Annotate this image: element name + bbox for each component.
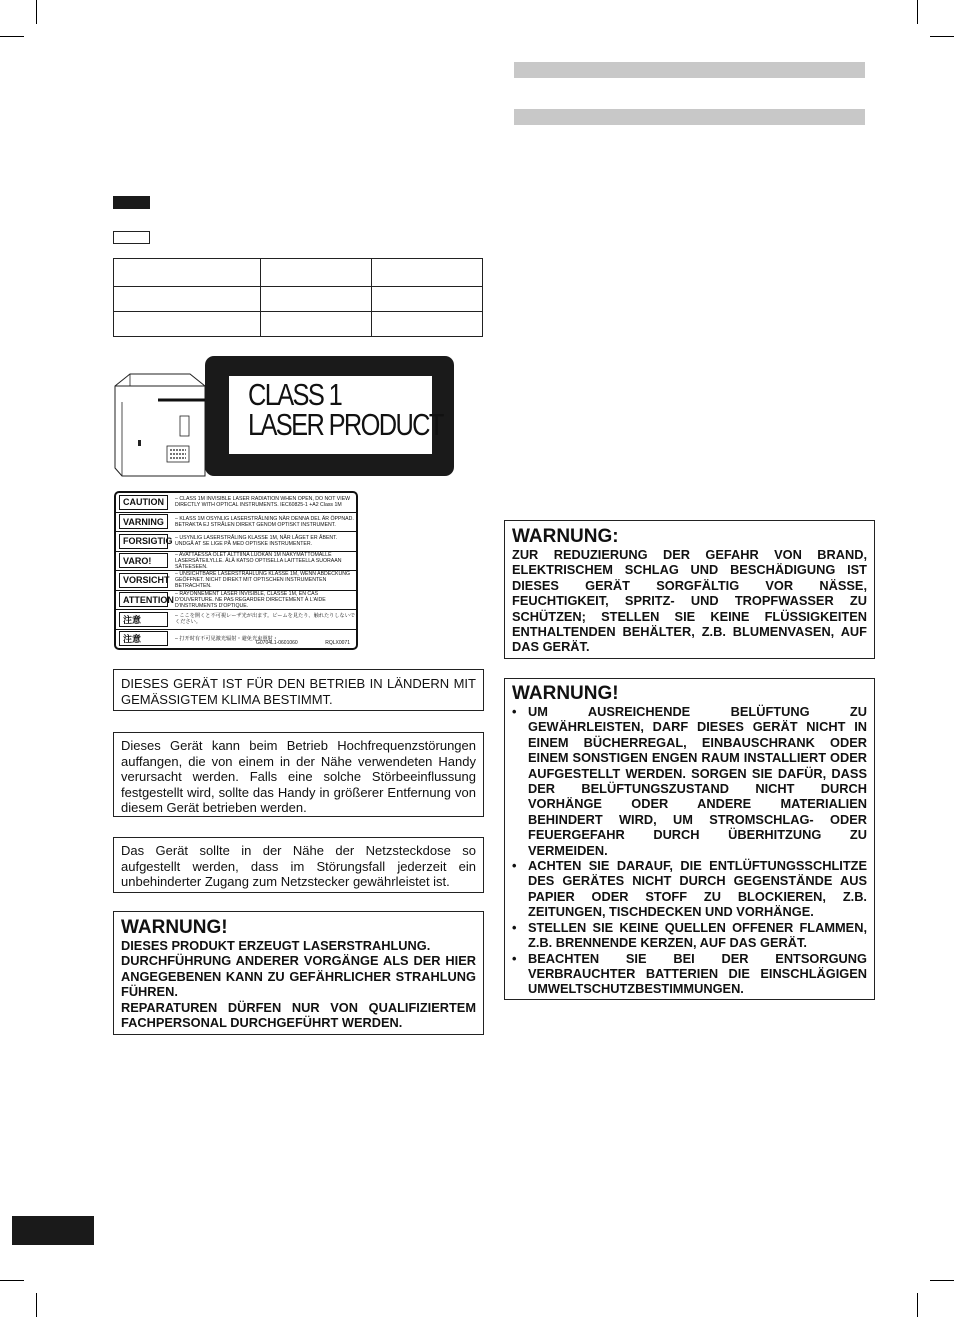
crop-mark	[930, 36, 954, 37]
warning-label-text: – RAYONNEMENT LASER INVISIBLE, CLASSE 1M, EN CAS D'OUVERTURE. NE PAS REGARDER DIRECTEMENT À L'AIDE D'INSTRUMENTS D'OPTIQUE.	[175, 590, 326, 609]
table-cell	[372, 287, 483, 312]
climate-notice	[113, 669, 484, 711]
warning-label-tag: 注意	[119, 631, 168, 646]
page-tab	[12, 1216, 94, 1245]
warning-label-row	[116, 570, 356, 590]
table-cell	[372, 312, 483, 337]
warning-label-text: – 打开时有不可见激光辐射・避免光束照射・	[175, 635, 278, 642]
warning-label-text: – CLASS 1M INVISIBLE LASER RADIATION WHEN OPEN, DO NOT VIEW DIRECTLY WITH OPTICAL INSTRUMENTS. IEC60825-1 +A2 Class 1M	[175, 496, 351, 509]
laser-warning-line: REPARATUREN DÜRFEN NUR VON QUALIFIZIERTEM FACHPERSONAL DURCHGEFÜHRT WERDEN.	[121, 999, 476, 1031]
spec-table	[113, 258, 483, 337]
class1-label-line2: LASER PRODUCT	[248, 407, 443, 442]
warning-label-text: – USYNLIG LASERSTRÅLING KLASSE 1M, NÅR LÅGET ER ÅBENT. UNDGÅ AT SE LIGE PÅ MED OPTISKE INSTRUMENTER.	[175, 535, 338, 548]
mains-notice-text: Das Gerät sollte in der Nähe der Netzsteckdose so aufgestellt werden, dass im Störungsfall jederzeit ein unbehinderter Zugang zum Netzstecker gewährleistet ist.	[121, 843, 476, 889]
warning-label-footer: G0704L1-0601060	[256, 640, 298, 646]
class1-label-inner	[229, 376, 443, 454]
crop-mark	[917, 1293, 918, 1317]
warning-label-text: – AVATTAESSA OLET ALTTIINA LUOKAN 1M NÄKYMÄTTÖMÄLLE LASERSÄTEILYLLE. ÄLÄ KATSO OPTISELLA LAITTEELLA SUORAAN SÄTEESEEN.	[175, 551, 342, 570]
list-item: • STELLEN SIE KEINE QUELLEN OFFENER FLAMMEN, Z.B. BRENNENDE KERZEN, AUF DAS GERÄT.	[512, 920, 867, 951]
warning-label-tag: CAUTION	[119, 495, 168, 510]
interference-notice-text: Dieses Gerät kann beim Betrieb Hochfrequenzstörungen auffangen, die von einem in der Nähe verwendeten Handy verursacht werden. Falls eine solche Störbeeinflussung festgestellt wird, sollte das Handy in größerer Entfernung von diesem Gerät betrieben werden.	[121, 738, 476, 815]
class1-label	[205, 356, 454, 476]
ventilation-warning-list	[512, 704, 867, 997]
section-bar	[514, 109, 865, 125]
warning-label-text: – UNSICHTBARE LASERSTRAHLUNG KLASSE 1M, WENN ABDECKUNG GEÖFFNET. NICHT DIREKT MIT OPTISCHEN INSTRUMENTEN BETRACHTEN.	[175, 571, 350, 590]
ventilation-warning-heading: WARNUNG!	[512, 683, 619, 704]
table-cell	[261, 312, 372, 337]
warning-label-row	[116, 493, 356, 512]
warning-label-row	[116, 512, 356, 532]
table-cell	[114, 259, 261, 287]
class1-label-line1: CLASS 1	[248, 377, 342, 412]
table-cell	[261, 287, 372, 312]
list-item: • BEACHTEN SIE BEI DER ENTSORGUNG VERBRAUCHTER BATTERIEN DIE EINSCHLÄGIGEN UMWELTSCHUTZBESTIMMUNGEN.	[512, 951, 867, 997]
crop-mark	[36, 1293, 37, 1317]
laser-warning-heading: WARNUNG!	[121, 917, 228, 938]
crop-mark	[0, 1280, 24, 1281]
warning-label-text: – KLASS 1M OSYNLIG LASERSTRÅLNING NÄR DENNA DEL ÄR ÖPPNAD. BETRAKTA EJ STRÅLEN DIREKT GENOM OPTISKT INSTRUMENT.	[175, 515, 354, 528]
marker-outline	[113, 231, 150, 244]
warning-label-row	[116, 629, 356, 649]
warning-label-tag: VARNING	[119, 514, 168, 529]
warning-label-rows	[116, 493, 356, 648]
warning-label	[114, 491, 358, 650]
table-cell	[261, 259, 372, 287]
warning-label-ref: RQLX0071	[325, 640, 350, 646]
fire-warning-heading: WARNUNG:	[512, 526, 619, 547]
table-cell	[114, 287, 261, 312]
warning-label-row	[116, 590, 356, 610]
ventilation-warning	[504, 678, 875, 1000]
crop-mark	[0, 36, 24, 37]
crop-mark	[930, 1280, 954, 1281]
marker-filled	[113, 196, 150, 209]
table-cell	[114, 312, 261, 337]
warning-label-tag: ATTENTION	[119, 592, 168, 607]
warning-label-row	[116, 531, 356, 551]
climate-notice-text: DIESES GERÄT IST FÜR DEN BETRIEB IN LÄNDERN MIT GEMÄSSIGTEM KLIMA BESTIMMT.	[121, 676, 476, 707]
fire-warning	[504, 520, 875, 659]
mains-notice	[113, 837, 484, 893]
warning-label-tag: 注意	[119, 612, 168, 627]
warning-label-row	[116, 609, 356, 629]
crop-mark	[917, 0, 918, 24]
laser-warning-line: DURCHFÜHRUNG ANDERER VORGÄNGE ALS DER HIER ANGEGEBENEN KANN ZU GEFÄHRLICHER STRAHLUNG FÜHREN.	[121, 953, 476, 1000]
warning-label-tag: FORSIGTIG	[119, 534, 168, 549]
section-bar	[514, 62, 865, 78]
warning-label-text: – ここを開くと不可視レーザ光が出ます。ビームを見たり、触れたりしないでください。	[175, 613, 356, 626]
interference-notice	[113, 732, 484, 817]
device-illustration	[110, 372, 220, 482]
table-cell	[372, 259, 483, 287]
warning-label-tag: VARO!	[119, 553, 168, 568]
fire-warning-text: ZUR REDUZIERUNG DER GEFAHR VON BRAND, ELEKTRISCHEM SCHLAG UND BESCHÄDIGUNG IST DIESES GERÄT SORGFÄLTIG VOR NÄSSE, FEUCHTIGKEIT, SPRITZ- UND TROPFWASSER ZU SCHÜTZEN; STELLEN SIE KEINE FLÜSSIGKEITEN ENTHALTENDEN BEHÄLTER, Z.B. BLUMENVASEN, AUF DAS GERÄT.	[512, 547, 867, 655]
laser-warning	[113, 911, 484, 1035]
list-item: • ACHTEN SIE DARAUF, DIE ENTLÜFTUNGSSCHLITZE DES GERÄTES NICHT DURCH GEGENSTÄNDE AUS PAPIER ODER STOFF ZU BLOCKIEREN, Z.B. ZEITUNGEN, TISCHDECKEN UND VORHÄNGE.	[512, 858, 867, 920]
crop-mark	[36, 0, 37, 24]
laser-warning-line: DIESES PRODUKT ERZEUGT LASERSTRAHLUNG.	[121, 938, 431, 953]
warning-label-row	[116, 551, 356, 571]
list-item: • UM AUSREICHENDE BELÜFTUNG ZU GEWÄHRLEISTEN, DARF DIESES GERÄT NICHT IN EINEM BÜCHERREGAL, EINBAUSCHRANK ODER EINEM SONSTIGEN ENGEN RAUM INSTALLIERT ODER AUFGESTELLT WERDEN. SORGEN SIE DAFÜR, DASS DER BELÜFTUNGSZUSTAND NICHT DURCH VORHÄNGE ODER ANDERE MATERIALIEN BEHINDERT WIRD, UM STROMSCHLAG- ODER FEUERGEFAHR DURCH ÜBERHITZUNG ZU VERMEIDEN.	[512, 704, 867, 858]
warning-label-tag: VORSICHT	[119, 573, 168, 588]
